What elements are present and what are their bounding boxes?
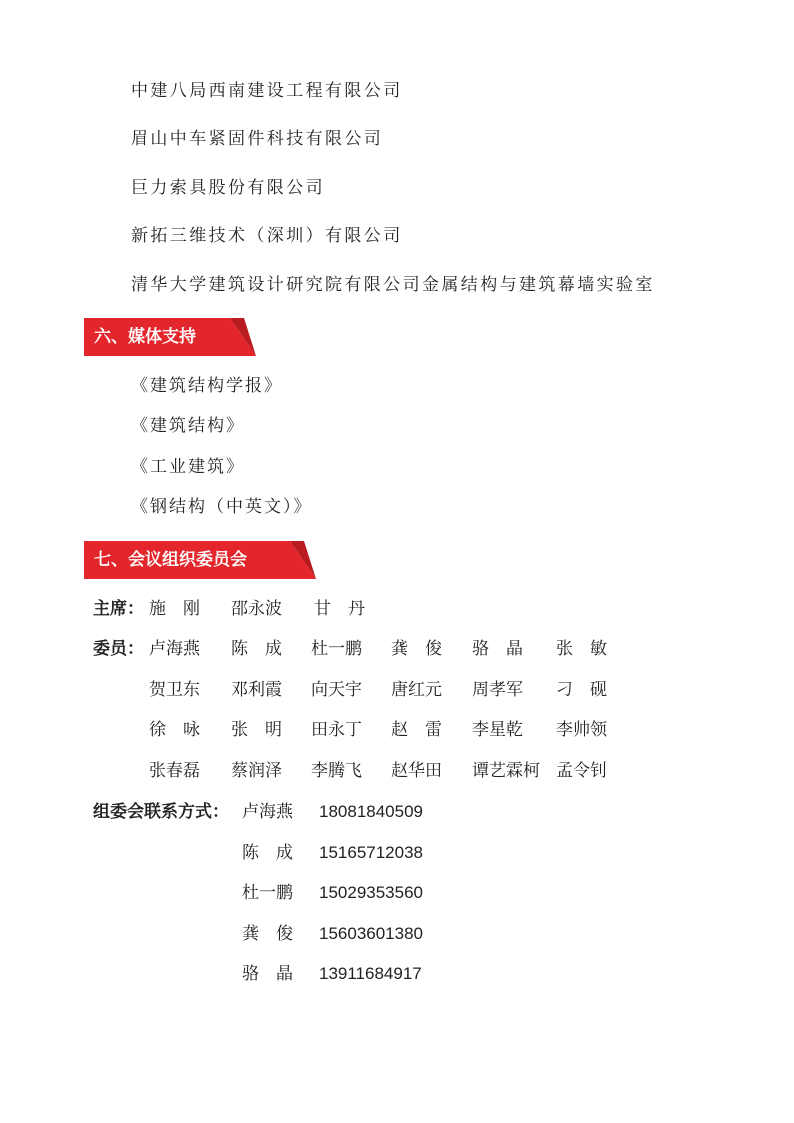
member-name: 卢海燕 (149, 639, 200, 659)
contact-name: 杜一鹏 (242, 883, 293, 903)
member-name: 李星乾 (472, 720, 523, 740)
contact-name: 陈 成 (242, 843, 293, 863)
organizer-item: 新拓三维技术（深圳）有限公司 (131, 226, 403, 246)
contact-phone: 15029353560 (319, 883, 424, 902)
contact-phone: 15165712038 (319, 843, 424, 862)
member-name: 田永丁 (311, 720, 362, 740)
organizer-item: 眉山中车紧固件科技有限公司 (131, 129, 384, 149)
member-name: 陈 成 (231, 639, 282, 659)
contact-name: 骆 晶 (242, 964, 293, 984)
contact-label: 组委会联系方式： (93, 802, 229, 822)
member-name: 李腾飞 (311, 761, 362, 781)
member-name: 张春磊 (149, 761, 200, 781)
contact-phone: 15603601380 (319, 924, 424, 943)
member-name: 赵华田 (391, 761, 442, 781)
member-name: 唐红元 (391, 680, 442, 700)
contact-name: 卢海燕 (242, 802, 293, 822)
chair-name: 邵永波 (231, 599, 282, 619)
member-name: 龚 俊 (391, 639, 442, 659)
contact-phone: 18081840509 (319, 802, 424, 821)
contact-name: 龚 俊 (242, 924, 293, 944)
section-banner-media (84, 318, 256, 356)
member-label: 委员： (93, 639, 144, 659)
member-name: 张 敏 (556, 639, 607, 659)
member-name: 徐 咏 (149, 720, 200, 740)
member-name: 孟令钊 (556, 761, 607, 781)
journal-item: 《钢结构（中英文）》 (131, 497, 313, 517)
organizer-item: 巨力索具股份有限公司 (131, 178, 325, 198)
member-name: 张 明 (231, 720, 282, 740)
member-name: 赵 雷 (391, 720, 442, 740)
member-name: 蔡润泽 (231, 761, 282, 781)
journal-item: 《工业建筑》 (131, 457, 245, 477)
member-name: 贺卫东 (149, 680, 200, 700)
member-name: 周孝军 (472, 680, 523, 700)
section-title: 七、会议组织委员会 (94, 550, 247, 570)
member-name: 杜一鹏 (311, 639, 362, 659)
chair-name: 施 刚 (149, 599, 200, 619)
contact-phone: 13911684917 (319, 964, 422, 983)
section-title: 六、媒体支持 (94, 327, 196, 347)
journal-item: 《建筑结构学报》 (131, 376, 283, 396)
member-name: 谭艺霖柯 (472, 761, 540, 781)
member-name: 向天宇 (311, 680, 362, 700)
member-name: 刁 砚 (556, 680, 607, 700)
member-name: 邓利霞 (231, 680, 282, 700)
chair-label: 主席： (93, 599, 144, 619)
organizer-item: 清华大学建筑设计研究院有限公司金属结构与建筑幕墙实验室 (131, 275, 655, 295)
chair-name: 甘 丹 (314, 599, 365, 619)
organizer-item: 中建八局西南建设工程有限公司 (131, 81, 403, 101)
member-name: 李帅领 (556, 720, 607, 740)
journal-item: 《建筑结构》 (131, 416, 245, 436)
member-name: 骆 晶 (472, 639, 523, 659)
section-banner-committee (84, 541, 316, 579)
